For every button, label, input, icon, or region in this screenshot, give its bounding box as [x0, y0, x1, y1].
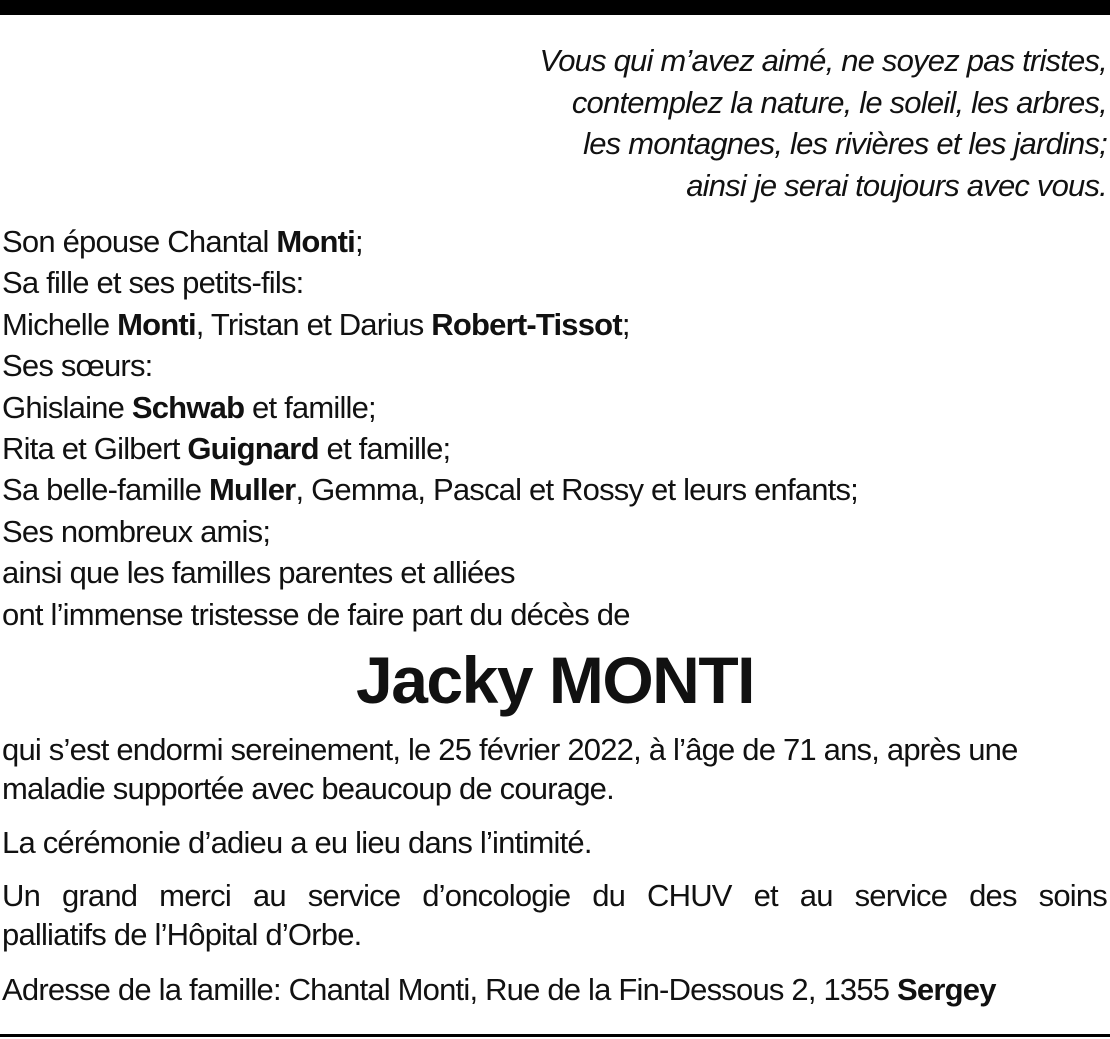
top-rule: [0, 0, 1110, 15]
family-list: [2, 221, 858, 635]
poem-line: les montagnes, les rivières et les jardins;: [583, 126, 1107, 161]
announcement-line: ont l’immense tristesse de faire part du décès de: [2, 596, 630, 632]
family-line-sister-1: Ghislaine Schwab et famille;: [2, 389, 376, 425]
ceremony-paragraph: [2, 823, 1107, 862]
death-paragraph-line: qui s’est endormi sereinement, le 25 février 2022, à l’âge de 71 ans, après une: [2, 732, 1018, 767]
family-line-friends: Ses nombreux amis;: [2, 513, 271, 549]
address-line: Adresse de la famille: Chantal Monti, Rue de la Fin-Dessous 2, 1355 Sergey: [2, 972, 996, 1007]
bottom-rule: [0, 1034, 1110, 1037]
poem-quote: [540, 40, 1108, 206]
thanks-paragraph: [2, 876, 1107, 954]
family-line-daughter-heading: Sa fille et ses petits-fils:: [2, 265, 304, 301]
thanks-line: Un grand merci au service d’oncologie du CHUV et au service des soins: [2, 878, 1107, 913]
thanks-line: palliatifs de l’Hôpital d’Orbe.: [2, 917, 362, 952]
family-line-relatives: ainsi que les familles parentes et alliées: [2, 555, 515, 591]
family-line-daughter: Michelle Monti, Tristan et Darius Robert-Tissot;: [2, 306, 630, 342]
family-line-sisters-heading: Ses sœurs:: [2, 348, 153, 384]
family-line-spouse: Son épouse Chantal Monti;: [2, 224, 363, 259]
family-line-in-laws: Sa belle-famille Muller, Gemma, Pascal et Rossy et leurs enfants;: [2, 472, 858, 508]
family-line-sister-2: Rita et Gilbert Guignard et famille;: [2, 431, 451, 467]
deceased-name: Jacky MONTI: [356, 643, 754, 717]
death-paragraph-line: maladie supportée avec beaucoup de courage.: [2, 771, 614, 806]
poem-line: contemplez la nature, le soleil, les arbres,: [571, 84, 1107, 120]
address-paragraph: [2, 970, 1107, 1009]
poem-line: ainsi je serai toujours avec vous.: [686, 167, 1107, 203]
poem-line: Vous qui m’avez aimé, ne soyez pas tristes,: [539, 43, 1107, 78]
death-paragraph: [2, 730, 1107, 808]
ceremony-line: La cérémonie d’adieu a eu lieu dans l’intimité.: [2, 825, 592, 860]
